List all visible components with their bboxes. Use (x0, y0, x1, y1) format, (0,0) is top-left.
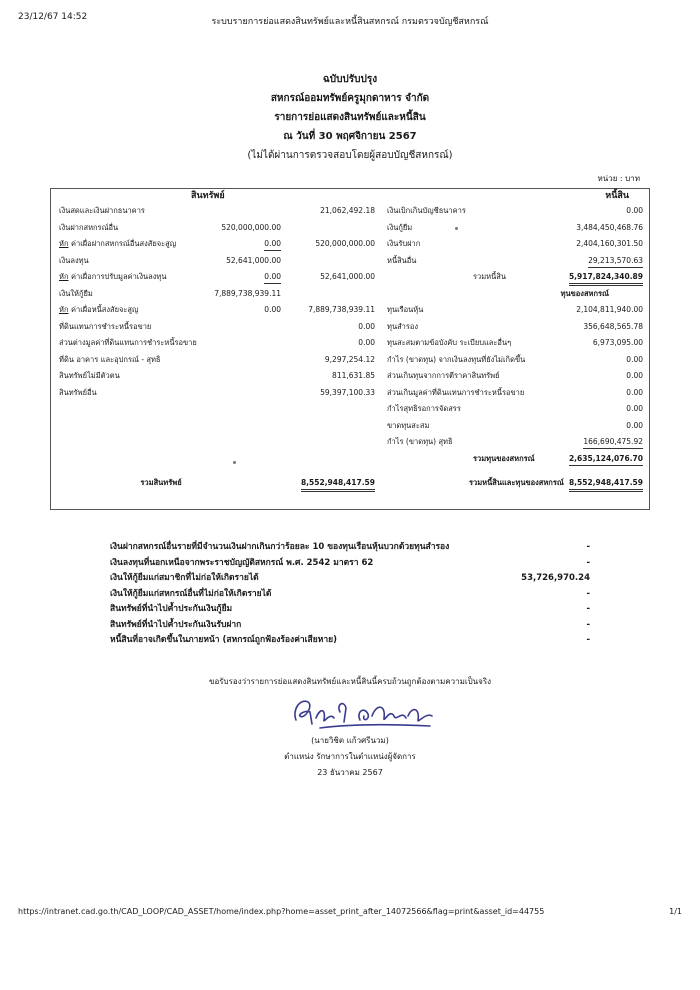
liability-value: 2,404,160,301.50 (576, 239, 643, 248)
coop-name: สหกรณ์ออมทรัพย์ครูมุกดาหาร จำกัด (270, 93, 430, 104)
equity-label: กำไรสุทธิรอการจัดสรร (387, 404, 461, 413)
asset-label: ค่าเผื่อหนี้สงสัยจะสูญ (71, 305, 139, 314)
asset-row (51, 286, 381, 303)
equity-label: ทุนเรือนหุ้น (387, 305, 424, 314)
report-name: รายการย่อแสดงสินทรัพย์และหนี้สิน (274, 112, 426, 123)
equity-row (383, 418, 649, 435)
asset-label: ค่าเผื่อการปรับมูลค่าเงินลงทุน (71, 272, 167, 281)
liabilities-total-value: 5,917,824,340.89 (569, 270, 643, 286)
note-row (110, 587, 590, 603)
note-row (110, 571, 590, 587)
disclosure-notes (110, 540, 590, 649)
note-row (110, 618, 590, 634)
equity-heading: ทุนของสหกรณ์ (560, 288, 609, 298)
equity-label: กำไร (ขาดทุน) สุทธิ (387, 437, 453, 446)
equity-value: 0.00 (626, 354, 643, 364)
asset-value: 520,000,000.00 (315, 239, 375, 248)
handwritten-signature (290, 690, 440, 736)
equity-label: ทุนสำรอง (387, 321, 419, 331)
asset-row (51, 352, 381, 369)
asset-label: ที่ดินแทนการชำระหนี้รอขาย (59, 321, 152, 331)
liability-label: เงินเบิกเกินบัญชีธนาคาร (387, 206, 466, 215)
grand-total-value: 8,552,948,417.59 (569, 476, 643, 492)
asset-label: เงินลงทุน (59, 255, 89, 265)
note-value: 53,726,970.24 (521, 573, 590, 583)
note-row (110, 602, 590, 618)
asset-subvalue: 0.00 (264, 270, 281, 284)
assets-panel (51, 189, 381, 487)
asset-value: 9,297,254.12 (324, 354, 375, 364)
asset-value: 52,641,000.00 (320, 272, 375, 281)
note-label: สินทรัพย์ที่นำไปค้ำประกันเงินกู้ยืม (110, 604, 233, 614)
equity-value: 6,973,095.00 (592, 338, 643, 347)
signatory-block (0, 733, 700, 781)
scan-speck (233, 461, 236, 464)
equity-value: 0.00 (626, 371, 643, 380)
asset-row (51, 335, 381, 352)
note-row (110, 556, 590, 572)
equity-row (383, 302, 649, 319)
note-value: - (586, 588, 590, 599)
assets-total-value: 8,552,948,417.59 (301, 476, 375, 492)
equity-value: 0.00 (626, 387, 643, 397)
asset-row (51, 269, 381, 286)
equity-row (383, 385, 649, 402)
asset-label: เงินฝากสหกรณ์อื่น (59, 222, 119, 232)
asset-value: 7,889,738,939.11 (308, 305, 375, 314)
asset-label: สินทรัพย์ไม่มีตัวตน (59, 371, 120, 380)
note-label: หนี้สินที่อาจเกิดขึ้นในภายหน้า (สหกรณ์ถูกฟ้องร้องค่าเสียหาย) (110, 635, 337, 645)
note-row (110, 540, 590, 556)
page-number: 1/1 (669, 907, 682, 916)
asset-label: เงินให้กู้ยืม (59, 288, 93, 298)
liability-value: 0.00 (626, 206, 643, 215)
assets-total-label: รวมสินทรัพย์ (140, 478, 182, 487)
edition-label: ฉบับปรับปรุง (322, 74, 378, 85)
certification-text: ขอรับรองว่ารายการย่อแสดงสินทรัพย์และหนี้สินนี้ครบถ้วนถูกต้องตามความเป็นจริง (208, 677, 492, 686)
equity-row (383, 319, 649, 336)
equity-label: กำไร (ขาดทุน) จากเงินลงทุนที่ยังไม่เกิดขึ้น (387, 354, 526, 364)
liability-row (383, 236, 649, 253)
asset-row (51, 319, 381, 336)
note-value: - (586, 542, 590, 552)
liability-label: หนี้สินอื่น (387, 255, 417, 265)
asset-label: สินทรัพย์อื่น (59, 387, 97, 397)
liabilities-heading: หนี้สิน (605, 191, 629, 201)
liability-value: 3,484,450,468.76 (576, 222, 643, 232)
note-label: เงินให้กู้ยืมแก่สหกรณ์อื่นที่ไม่ก่อให้เกิดรายได้ (110, 588, 272, 599)
as-of-date: ณ วันที่ 30 พฤศจิกายน 2567 (283, 131, 417, 142)
liability-label: เงินกู้ยืม (387, 222, 413, 232)
asset-subvalue: 7,889,738,939.11 (214, 288, 281, 298)
signatory-name: (นายวิชิต แก้วศรีนวม) (311, 736, 389, 745)
system-title: ระบบรายการย่อแสดงสินทรัพย์และหนี้สินสหกรณ์ กรมตรวจบัญชีสหกรณ์ (211, 17, 489, 27)
statement-box (50, 188, 650, 510)
asset-row (51, 236, 381, 253)
note-row (110, 633, 590, 649)
asset-subvalue: 0.00 (264, 305, 281, 314)
note-label: สินทรัพย์ที่นำไปค้ำประกันเงินรับฝาก (110, 619, 242, 630)
equity-value: 356,648,565.78 (583, 321, 643, 331)
asset-label: ส่วนต่างมูลค่าที่ดินแทนการชำระหนี้รอขาย (59, 338, 197, 347)
deduct-prefix: หัก (59, 272, 69, 281)
asset-value: 59,397,100.33 (320, 387, 375, 397)
asset-value: 21,062,492.18 (320, 206, 375, 215)
equity-label: ทุนสะสมตามข้อบังคับ ระเบียบและอื่นๆ (387, 338, 512, 347)
asset-subvalue: 0.00 (264, 237, 281, 251)
liability-value: 29,213,570.63 (588, 254, 643, 268)
print-timestamp: 23/12/67 14:52 (18, 12, 88, 22)
equity-label: ขาดทุนสะสม (387, 420, 430, 430)
liability-row (383, 203, 649, 220)
unit-label: หน่วย : บาท (597, 174, 640, 183)
assets-heading: สินทรัพย์ (191, 191, 225, 201)
liability-label: เงินรับฝาก (387, 239, 421, 248)
signatory-date: 23 ธันวาคม 2567 (317, 768, 383, 777)
asset-value: 811,631.85 (332, 371, 375, 380)
asset-row (51, 302, 381, 319)
page-url: https://intranet.cad.go.th/CAD_LOOP/CAD_ASSET/home/index.php?home=asset_print_after_14072566&flag=print&asset_id=44755 (18, 907, 545, 916)
equity-row (383, 335, 649, 352)
audit-note: (ไม่ได้ผ่านการตรวจสอบโดยผู้สอบบัญชีสหกรณ์) (247, 150, 453, 161)
equity-row (383, 352, 649, 369)
note-label: เงินลงทุนที่นอกเหนือจากพระราชบัญญัติสหกรณ์ พ.ศ. 2542 มาตรา 62 (110, 557, 374, 568)
asset-label: ที่ดิน อาคาร และอุปกรณ์ - สุทธิ (59, 354, 161, 364)
note-label: เงินให้กู้ยืมแก่สมาชิกที่ไม่ก่อให้เกิดรายได้ (110, 573, 259, 583)
equity-value: 0.00 (626, 404, 643, 413)
equity-row (383, 368, 649, 385)
note-label: เงินฝากสหกรณ์อื่นรายที่มีจำนวนเงินฝากเกินกว่าร้อยละ 10 ของทุนเรือนหุ้นบวกด้วยทุนสำรอง (110, 542, 450, 552)
asset-label: เงินสดและเงินฝากธนาคาร (59, 206, 145, 215)
equity-total-value: 2,635,124,076.70 (569, 452, 643, 466)
note-value: - (586, 619, 590, 630)
liabilities-total-label: รวมหนี้สิน (473, 272, 506, 281)
grand-total-label: รวมหนี้สินและทุนของสหกรณ์ (469, 478, 564, 487)
asset-subvalue: 520,000,000.00 (221, 222, 281, 232)
assets-total-row (51, 475, 381, 492)
asset-row (51, 253, 381, 270)
grand-total-row (383, 475, 649, 492)
equity-label: ส่วนเกินมูลค่าที่ดินแทนการชำระหนี้รอขาย (387, 387, 525, 397)
equity-label: ส่วนเกินทุนจากการตีราคาสินทรัพย์ (387, 371, 500, 380)
asset-row (51, 220, 381, 237)
scan-speck (455, 227, 458, 230)
equity-total-label: รวมทุนของสหกรณ์ (473, 453, 535, 463)
asset-row (51, 203, 381, 220)
asset-row (51, 385, 381, 402)
asset-value: 0.00 (358, 338, 375, 347)
liabilities-total-row (383, 269, 649, 286)
note-value: - (586, 635, 590, 645)
equity-total-row (383, 451, 649, 468)
liability-row (383, 220, 649, 237)
asset-row (51, 368, 381, 385)
report-title-block (0, 70, 700, 165)
equity-value: 0.00 (626, 420, 643, 430)
signatory-position: ตำแหน่ง รักษาการในตำแหน่งผู้จัดการ (284, 752, 416, 761)
equity-row (383, 434, 649, 451)
note-value: - (586, 557, 590, 568)
asset-value: 0.00 (358, 321, 375, 331)
asset-label: ค่าเผื่อฝากสหกรณ์อื่นสงสัยจะสูญ (71, 239, 177, 248)
note-value: - (586, 604, 590, 614)
equity-value: 166,690,475.92 (583, 435, 643, 449)
deduct-prefix: หัก (59, 305, 69, 314)
liability-row (383, 253, 649, 270)
asset-subvalue: 52,641,000.00 (226, 255, 281, 265)
deduct-prefix: หัก (59, 239, 69, 248)
equity-value: 2,104,811,940.00 (576, 305, 643, 314)
equity-row (383, 401, 649, 418)
liabilities-equity-panel (383, 189, 649, 487)
